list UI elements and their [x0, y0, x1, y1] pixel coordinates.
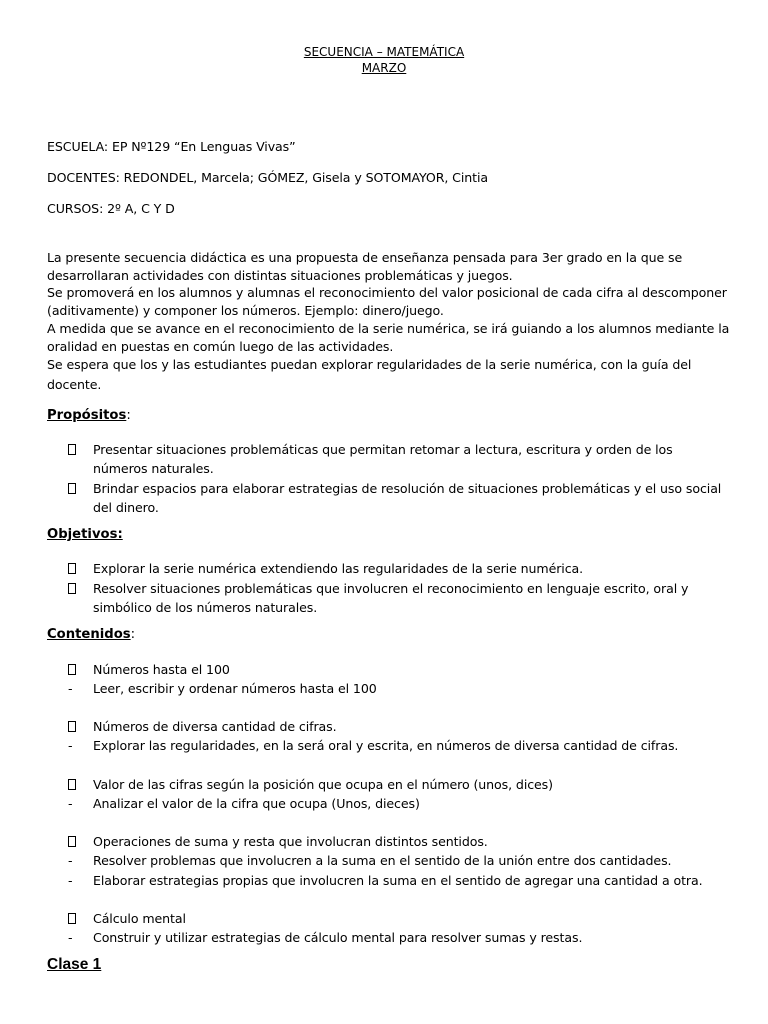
- contenido-topic: [68, 909, 728, 928]
- propositos-heading-colon: :: [126, 408, 131, 423]
- document-subtitle: MARZO: [361, 61, 407, 75]
- proposito-item-text: Presentar situaciones problemáticas que permitan retomar a lectura, escritura y orden de los números naturales.: [93, 442, 673, 476]
- contenido-item-text: Explorar las regularidades, en la será oral y escrita, en números de diversa cantidad de cifras.: [93, 738, 679, 753]
- contenido-topic-text: Números de diversa cantidad de cifras.: [93, 719, 337, 734]
- contenidos-heading: [47, 627, 135, 642]
- objetivos-heading: [47, 527, 123, 542]
- objetivo-item: [68, 579, 728, 617]
- contenido-item: [68, 871, 728, 890]
- contenido-item: [68, 851, 728, 870]
- propositos-heading-text: Propósitos: [47, 408, 127, 423]
- contenido-item: [68, 736, 728, 755]
- propositos-heading: [47, 408, 131, 423]
- intro-paragraph-1: La presente secuencia didáctica es una propuesta de enseñanza pensada para 3er grado en la que se desarrollaran actividades con distintas situaciones problemáticas y juegos.: [47, 250, 683, 283]
- school-line: ESCUELA: EP Nº129 “En Lenguas Vivas”: [47, 139, 296, 154]
- contenidos-heading-colon: :: [130, 627, 136, 642]
- contenido-item: [68, 679, 728, 698]
- contenidos-heading-text: Contenidos: [47, 627, 131, 642]
- teachers-line: DOCENTES: REDONDEL, Marcela; GÓMEZ, Gisela y SOTOMAYOR, Cintia: [47, 170, 488, 185]
- bullet-box-icon: [68, 717, 82, 736]
- dash-bullet: -: [68, 930, 73, 945]
- intro-paragraph-3: A medida que se avance en el reconocimiento de la serie numérica, se irá guiando a los alumnos mediante la oralidad en puestas en común luego de las actividades.: [47, 320, 730, 354]
- bullet-box-icon: [68, 832, 82, 851]
- bullet-box-icon: [68, 479, 82, 498]
- intro-paragraph-4: Se espera que los y las estudiantes puedan explorar regularidades de la serie numérica, con la guía del docente.: [47, 357, 692, 393]
- bullet-box-icon: [68, 775, 82, 794]
- document-header: [0, 44, 768, 76]
- contenido-item-text: Resolver problemas que involucren a la suma en el sentido de la unión entre dos cantidades.: [93, 853, 672, 868]
- objetivo-item: [68, 559, 728, 578]
- contenido-item-text: Elaborar estrategias propias que involucren la suma en el sentido de agregar una cantidad a otra.: [93, 873, 703, 888]
- contenido-item: [68, 928, 728, 947]
- bullet-box-icon: [68, 660, 82, 679]
- bullet-box-icon: [68, 559, 82, 578]
- contenido-topic: [68, 660, 728, 679]
- document-title: SECUENCIA – MATEMÁTICA: [303, 45, 465, 59]
- dash-bullet: -: [68, 796, 73, 811]
- dash-bullet: -: [68, 681, 73, 696]
- courses-line: CURSOS: 2º A, C Y D: [47, 201, 175, 216]
- bullet-box-icon: [68, 440, 82, 459]
- contenido-topic: [68, 832, 728, 851]
- contenido-item-text: Leer, escribir y ordenar números hasta el 100: [93, 681, 377, 696]
- proposito-item-text: Brindar espacios para elaborar estrategias de resolución de situaciones problemáticas y el uso social del dinero.: [93, 481, 722, 515]
- bullet-box-icon: [68, 909, 82, 928]
- contenido-topic-text: Valor de las cifras según la posición que ocupa en el número (unos, dices): [93, 777, 553, 792]
- contenido-topic: [68, 775, 728, 794]
- dash-bullet: -: [68, 853, 73, 868]
- objetivo-item-text: Explorar la serie numérica extendiendo las regularidades de la serie numérica.: [93, 561, 584, 576]
- contenido-topic-text: Números hasta el 100: [93, 662, 230, 677]
- objetivos-heading-text: Objetivos:: [47, 527, 123, 542]
- dash-bullet: -: [68, 873, 73, 888]
- proposito-item: [68, 479, 728, 517]
- contenido-item-text: Analizar el valor de la cifra que ocupa (Unos, dieces): [93, 796, 420, 811]
- contenido-topic: [68, 717, 728, 736]
- contenido-item-text: Construir y utilizar estrategias de cálculo mental para resolver sumas y restas.: [93, 930, 583, 945]
- objetivo-item-text: Resolver situaciones problemáticas que involucren el reconocimiento en lenguaje escrito, oral y simbólico de los números naturales.: [93, 581, 689, 615]
- contenido-topic-text: Cálculo mental: [93, 911, 186, 926]
- contenido-item: [68, 794, 728, 813]
- intro-paragraph-2: Se promoverá en los alumnos y alumnas el reconocimiento del valor posicional de cada cifra al descomponer (aditivamente) y componer los números. Ejemplo: dinero/juego.: [47, 285, 727, 319]
- contenido-topic-text: Operaciones de suma y resta que involucran distintos sentidos.: [93, 834, 488, 849]
- dash-bullet: -: [68, 738, 73, 753]
- intro-text: [47, 249, 737, 395]
- clase-heading: Clase 1: [47, 956, 102, 973]
- proposito-item: [68, 440, 728, 478]
- bullet-box-icon: [68, 579, 82, 598]
